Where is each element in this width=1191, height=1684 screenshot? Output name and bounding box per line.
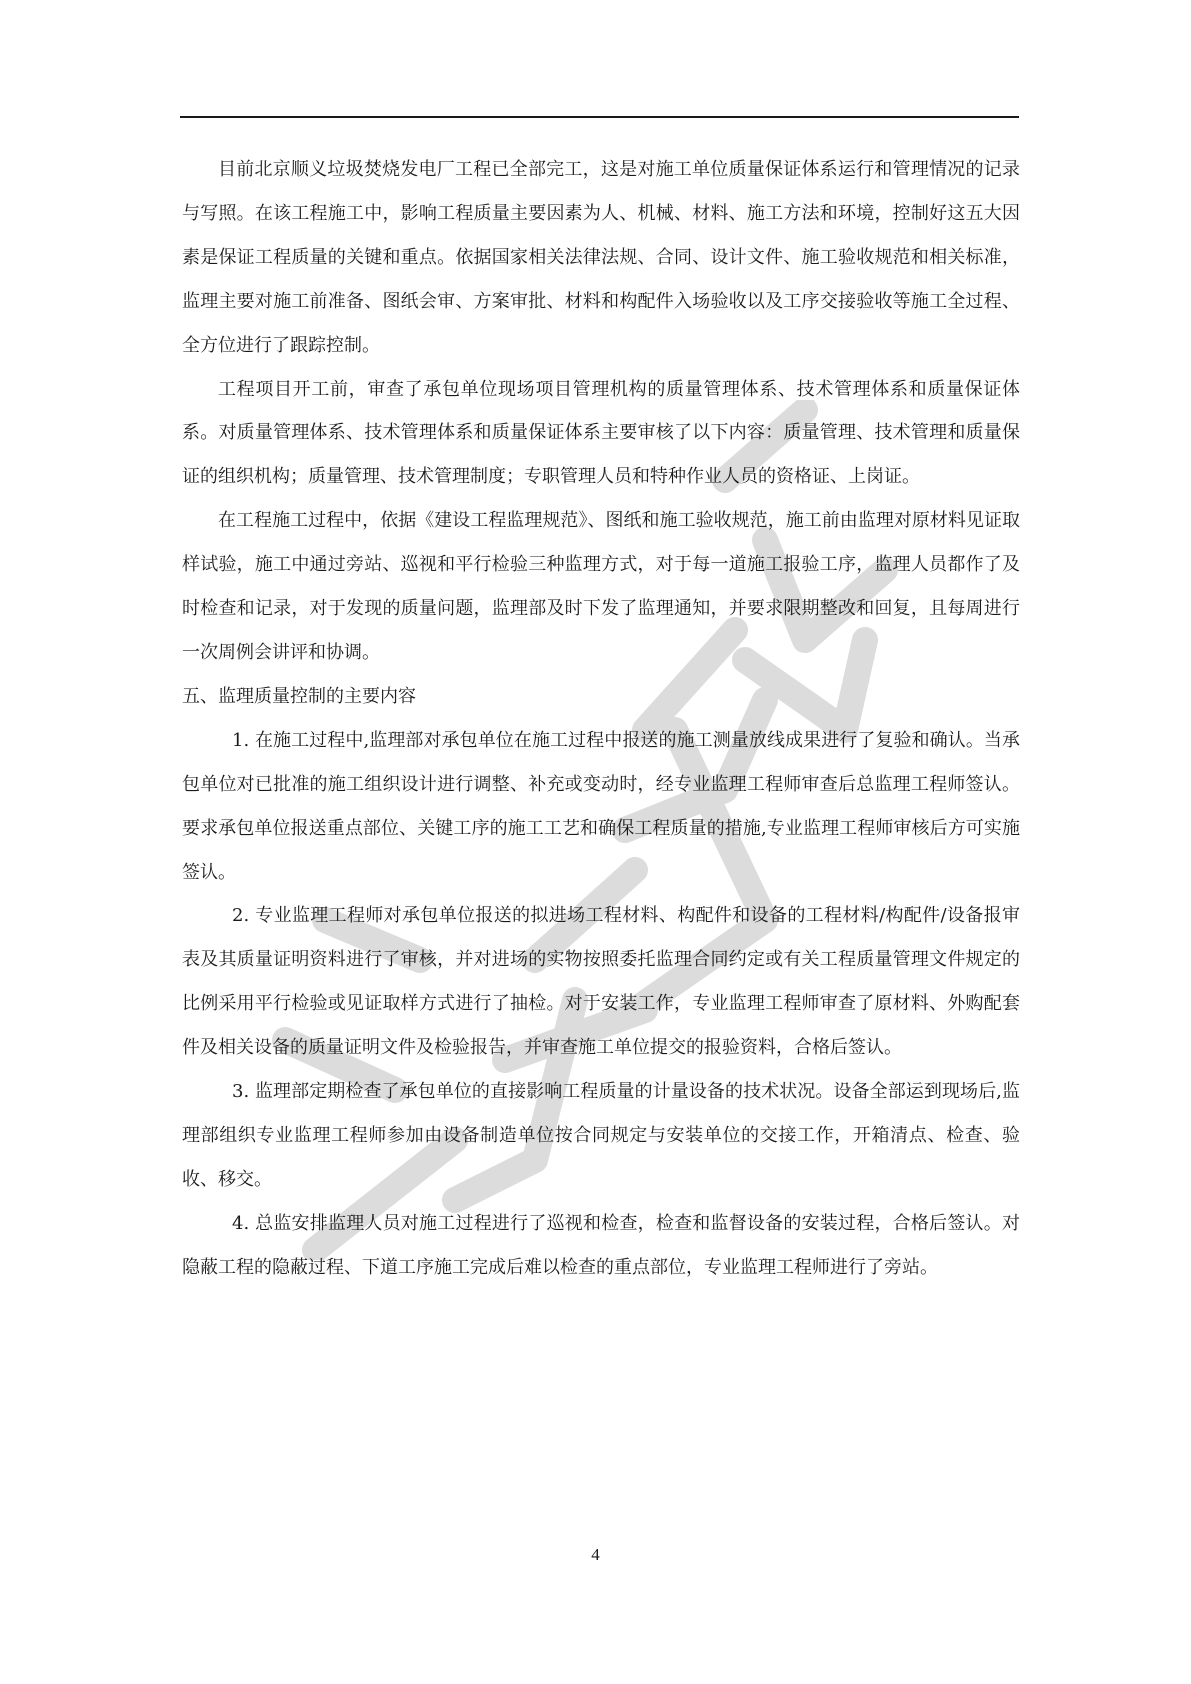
list-item: 1. 在施工过程中,监理部对承包单位在施工过程中报送的施工测量放线成果进行了复验和确认。当承包单位对已批准的施工组织设计进行调整、补充或变动时，经专业监理工程师审查后总监理工程师签认。要求承包单位报送重点部位、关键工序的施工工艺和确保工程质量的措施,专业监理工程师审核后方可实施签认。 <box>182 729 1020 883</box>
paragraph: 在工程施工过程中，依据《建设工程监理规范》、图纸和施工验收规范，施工前由监理对原材料见证取样试验，施工中通过旁站、巡视和平行检验三种监理方式，对于每一道施工报验工序，监理人员都作了及时检查和记录，对于发现的质量问题，监理部及时下发了监理通知，并要求限期整改和回复，且每周进行一次周例会讲评和协调。 <box>182 510 1020 663</box>
list-item: 4. 总监安排监理人员对施工过程进行了巡视和检查，检查和监督设备的安装过程，合格后签认。对隐蔽工程的隐蔽过程、下道工序施工完成后难以检查的重点部位，专业监理工程师进行了旁站。 <box>182 1212 1020 1278</box>
section-heading: 五、监理质量控制的主要内容 <box>182 685 416 707</box>
list-item: 3. 监理部定期检查了承包单位的直接影响工程质量的计量设备的技术状况。设备全部运到现场后,监理部组织专业监理工程师参加由设备制造单位按合同规定与安装单位的交接工作，开箱清点、检查、验收、移交。 <box>182 1081 1020 1190</box>
body-text <box>182 148 1020 1290</box>
header-rule <box>180 116 1019 118</box>
paragraph: 目前北京顺义垃圾焚烧发电厂工程已全部完工，这是对施工单位质量保证体系运行和管理情况的记录与写照。在该工程施工中，影响工程质量主要因素为人、机械、材料、施工方法和环境，控制好这五大因素是保证工程质量的关键和重点。依据国家相关法律法规、合同、设计文件、施工验收规范和相关标准，监理主要对施工前准备、图纸会审、方案审批、材料和构配件入场验收以及工序交接验收等施工全过程、全方位进行了跟踪控制。 <box>182 159 1020 356</box>
page-number: 4 <box>591 1545 600 1564</box>
paragraph: 工程项目开工前，审查了承包单位现场项目管理机构的质量管理体系、技术管理体系和质量保证体系。对质量管理体系、技术管理体系和质量保证体系主要审核了以下内容：质量管理、技术管理和质量保证的组织机构；质量管理、技术管理制度；专职管理人员和特种作业人员的资格证、上岗证。 <box>182 378 1020 488</box>
list-item: 2. 专业监理工程师对承包单位报送的拟进场工程材料、构配件和设备的工程材料/构配件/设备报审表及其质量证明资料进行了审核，并对进场的实物按照委托监理合同约定或有关工程质量管理文件规定的比例采用平行检验或见证取样方式进行了抽检。对于安装工作，专业监理工程师审查了原材料、外购配套件及相关设备的质量证明文件及检验报告，并审查施工单位提交的报验资料，合格后签认。 <box>182 905 1020 1059</box>
